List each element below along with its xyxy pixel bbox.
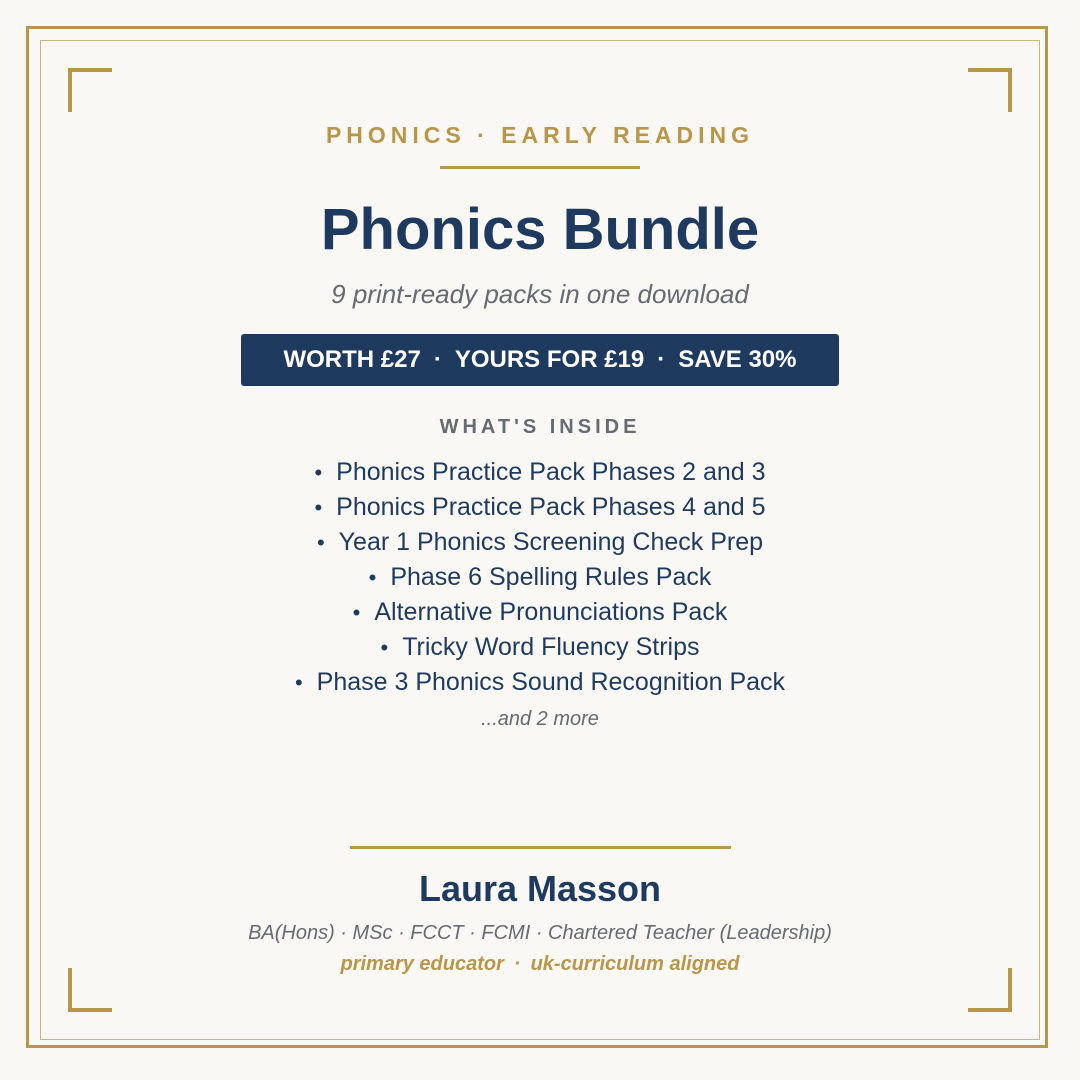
category-eyebrow: PHONICS · EARLY READING	[325, 122, 755, 148]
bullet-icon: •	[352, 600, 361, 625]
price-banner	[241, 334, 839, 386]
corner-ornament-top-right	[968, 68, 1012, 112]
title-divider	[440, 166, 640, 169]
list-item-label: Tricky Word Fluency Strips	[402, 633, 700, 661]
author-credentials: BA(Hons) · MSc · FCCT · FCMI · Chartered Teacher (Leadership)	[248, 922, 832, 944]
tagline-separator: ·	[513, 953, 521, 975]
bullet-icon: •	[316, 530, 325, 555]
price-separator: ·	[433, 346, 442, 373]
bullet-icon: •	[294, 670, 303, 695]
list-item-label: Year 1 Phonics Screening Check Prep	[338, 528, 764, 556]
section-heading: WHAT'S INSIDE	[439, 416, 641, 438]
list-item	[0, 490, 1080, 525]
list-item-label: Phase 6 Spelling Rules Pack	[390, 563, 712, 591]
list-item	[0, 595, 1080, 630]
tagline-secondary: uk-curriculum aligned	[530, 953, 740, 975]
author-tagline	[0, 953, 1080, 976]
contents-list	[0, 455, 1080, 700]
bullet-icon: •	[380, 635, 389, 660]
sale-price: YOURS FOR £19	[454, 346, 645, 373]
author-name: Laura Masson	[418, 868, 662, 909]
savings-badge: SAVE 30%	[678, 346, 797, 373]
tagline-primary: primary educator	[340, 953, 504, 975]
list-item	[0, 665, 1080, 700]
bullet-icon: •	[314, 460, 323, 485]
worth-price: WORTH £27	[283, 346, 421, 373]
list-item	[0, 630, 1080, 665]
corner-ornament-top-left	[68, 68, 112, 112]
list-item-label: Phase 3 Phonics Sound Recognition Pack	[316, 668, 786, 696]
list-item-label: Phonics Practice Pack Phases 2 and 3	[336, 458, 766, 486]
more-items-note: ...and 2 more	[481, 708, 599, 730]
list-item-label: Phonics Practice Pack Phases 4 and 5	[336, 493, 766, 521]
list-item-label: Alternative Pronunciations Pack	[374, 598, 728, 626]
author-divider	[350, 846, 731, 849]
bullet-icon: •	[368, 565, 377, 590]
price-separator: ·	[657, 346, 666, 373]
bullet-icon: •	[314, 495, 323, 520]
list-item	[0, 560, 1080, 595]
page-title: Phonics Bundle	[320, 197, 760, 262]
subtitle: 9 print-ready packs in one download	[331, 279, 749, 309]
list-item	[0, 455, 1080, 490]
list-item	[0, 525, 1080, 560]
